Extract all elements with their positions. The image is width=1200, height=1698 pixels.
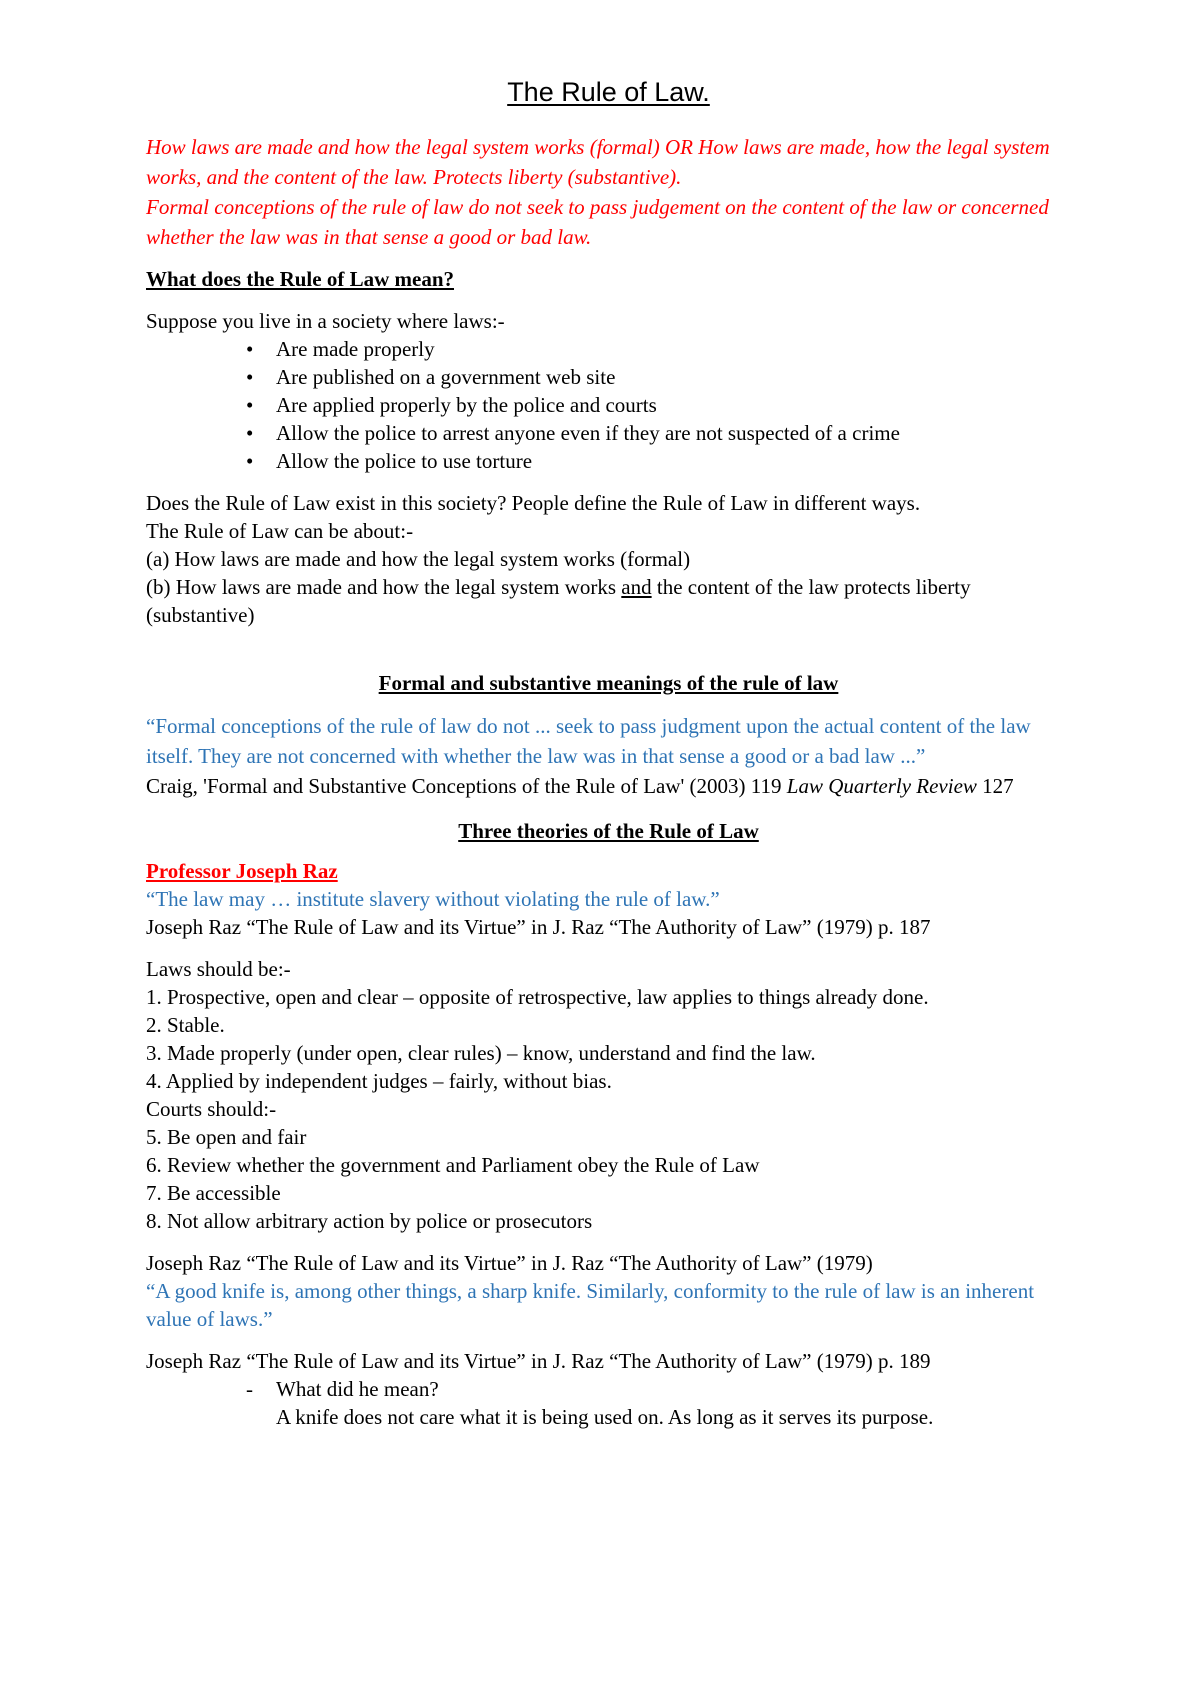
summary-note: [146, 132, 1071, 252]
raz-quote-knife: “A good knife is, among other things, a sharp knife. Similarly, conformity to the rule of law is an inherent value of laws.”: [146, 1279, 1035, 1331]
craig-quote: “Formal conceptions of the rule of law do not ... seek to pass judgment upon the actual content of the law itself. They are not concerned with whether the law was in that sense a good or a bad law ...”: [146, 714, 1031, 768]
bullet-item: • Allow the police to arrest anyone even if they are not suspected of a crime: [246, 419, 1071, 447]
journal-name: Law Quarterly Review: [786, 774, 977, 798]
summary-note-line-2: Formal conceptions of the rule of law do not seek to pass judgement on the content of the law or concerned whether the law was in that sense a good or bad law.: [146, 195, 1049, 249]
dash-list: [146, 1375, 1071, 1431]
society-intro: Suppose you live in a society where laws:-: [146, 309, 505, 333]
law-requirement-item: 4. Applied by independent judges – fairly, without bias.: [146, 1069, 612, 1093]
dash-question: What did he mean?: [276, 1377, 439, 1401]
document-title: The Rule of Law.: [507, 77, 710, 107]
rule-of-law-question: Does the Rule of Law exist in this society? People define the Rule of Law in different ways.: [146, 491, 921, 515]
court-requirement-item: 5. Be open and fair: [146, 1125, 307, 1149]
law-requirement-item: 3. Made properly (under open, clear rules) – know, understand and find the law.: [146, 1041, 816, 1065]
court-requirement-item: 8. Not allow arbitrary action by police or prosecutors: [146, 1209, 593, 1233]
raz-heading: Professor Joseph Raz: [146, 859, 338, 883]
dash-marker: -: [246, 1377, 253, 1401]
bullet-item: • Are made properly: [246, 335, 1071, 363]
craig-citation-start: Craig, 'Formal and Substantive Conceptions of the Rule of Law' (2003) 119: [146, 774, 787, 798]
section-heading-meaning: What does the Rule of Law mean?: [146, 267, 454, 291]
craig-citation-end: 127: [976, 774, 1014, 798]
raz-quote-slavery: “The law may … institute slavery without violating the rule of law.”: [146, 887, 720, 911]
bullet-item: • Allow the police to use torture: [246, 447, 1071, 475]
definition-substantive-end: the content of the law protects liberty (substantive): [146, 575, 971, 627]
document-content: [146, 72, 1071, 1431]
definition-formal: (a) How laws are made and how the legal system works (formal): [146, 547, 691, 571]
craig-citation: [146, 771, 1071, 801]
definition-substantive-start: (b) How laws are made and how the legal system works: [146, 575, 622, 599]
laws-should-be-heading: Laws should be:-: [146, 957, 291, 981]
definition-substantive: [146, 573, 1071, 629]
court-requirement-item: 7. Be accessible: [146, 1181, 281, 1205]
raz-citation-187: Joseph Raz “The Rule of Law and its Virtue” in J. Raz “The Authority of Law” (1979) p. 187: [146, 915, 931, 939]
section-heading-three-theories: Three theories of the Rule of Law: [458, 819, 759, 843]
underlined-and: and: [621, 575, 652, 599]
court-requirement-item: 6. Review whether the government and Parliament obey the Rule of Law: [146, 1153, 760, 1177]
courts-should-heading: Courts should:-: [146, 1097, 277, 1121]
raz-citation-189: Joseph Raz “The Rule of Law and its Virtue” in J. Raz “The Authority of Law” (1979) p. 189: [146, 1349, 931, 1373]
bullet-item: • Are applied properly by the police and courts: [246, 391, 1071, 419]
law-requirement-item: 1. Prospective, open and clear – opposite of retrospective, law applies to things already done.: [146, 985, 929, 1009]
section-heading-formal-substantive: Formal and substantive meanings of the rule of law: [378, 671, 839, 695]
rule-of-law-about: The Rule of Law can be about:-: [146, 519, 414, 543]
law-requirement-item: 2. Stable.: [146, 1013, 225, 1037]
raz-citation-1979: Joseph Raz “The Rule of Law and its Virtue” in J. Raz “The Authority of Law” (1979): [146, 1251, 873, 1275]
society-bullet-list: [146, 335, 1071, 475]
bullet-item: • Are published on a government web site: [246, 363, 1071, 391]
summary-note-line-1: How laws are made and how the legal system works (formal) OR How laws are made, how the legal system works, and the content of the law. Protects liberty (substantive).: [146, 135, 1050, 189]
dash-answer: A knife does not care what it is being used on. As long as it serves its purpose.: [276, 1405, 934, 1429]
